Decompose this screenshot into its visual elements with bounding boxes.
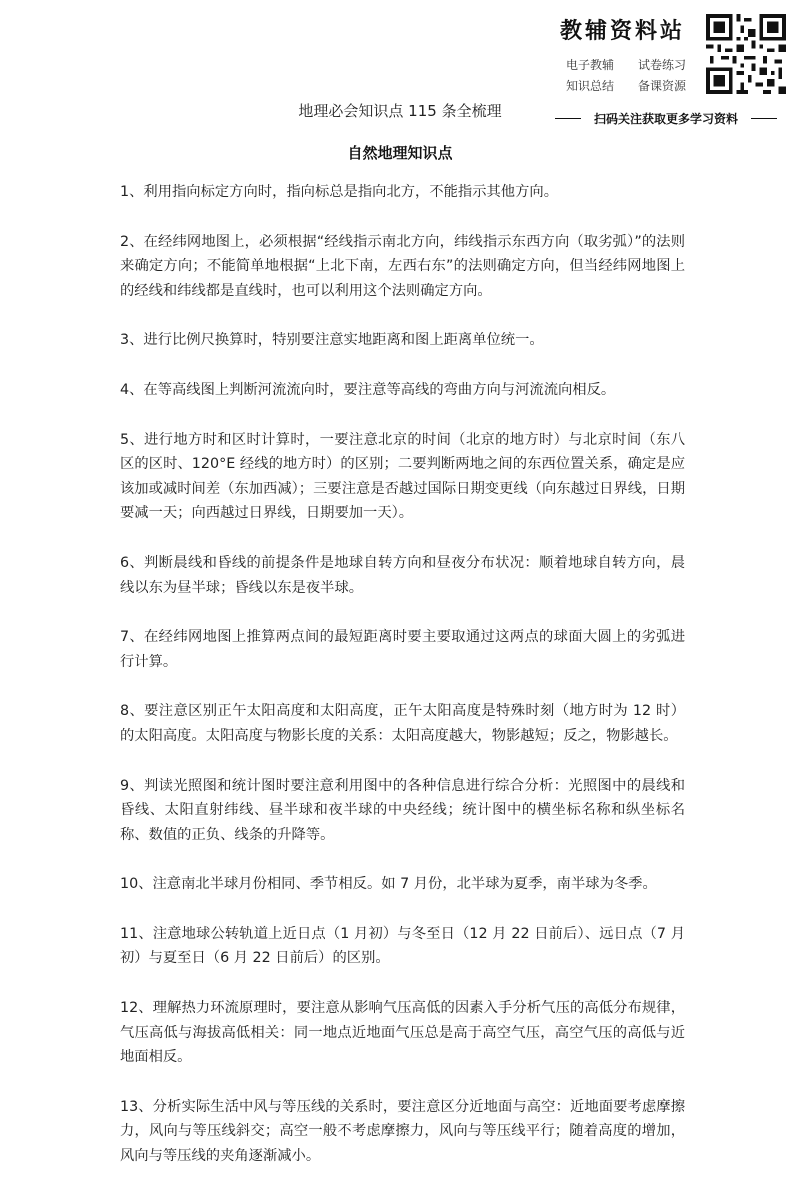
slogan-text: 扫码关注获取更多学习资料 <box>593 112 738 126</box>
tag-lesson-resources: 备课资源 <box>638 79 687 93</box>
tag-knowledge-summary: 知识总结 <box>566 79 615 93</box>
section-title: 自然地理知识点 <box>347 144 453 162</box>
knowledge-point: 8、要注意区别正午太阳高度和太阳高度，正午太阳高度是特殊时刻（地方时为 12 时）的太阳高度。太阳高度与物影长度的关系：太阳高度越大，物影越短；反之，物影越长。 <box>120 703 685 744</box>
knowledge-point: 3、进行比例尺换算时，特别要注意实地距离和图上距离单位统一。 <box>120 332 544 349</box>
tag-e-book: 电子教辅 <box>566 58 615 72</box>
knowledge-point: 4、在等高线图上判断河流流向时，要注意等高线的弯曲方向与河流流向相反。 <box>120 381 616 398</box>
knowledge-point: 6、判断晨线和昏线的前提条件是地球自转方向和昼夜分布状况：顺着地球自转方向，晨线以东为昼半球；昏线以东是夜半球。 <box>120 554 685 596</box>
knowledge-point: 1、利用指向标定方向时，指向标总是指向北方，不能指示其他方向。 <box>120 184 558 200</box>
document-title: 地理必会知识点 115 条全梳理 <box>298 102 502 120</box>
knowledge-point: 10、注意南北半球月份相同、季节相反。如 7 月份，北半球为夏季，南半球为冬季。 <box>120 876 657 893</box>
knowledge-point: 7、在经纬网地图上推算两点间的最短距离时要主要取通过这两点的球面大圆上的劣弧进行计算。 <box>120 629 685 670</box>
knowledge-point: 12、理解热力环流原理时，要注意从影响气压高低的因素入手分析气压的高低分布规律，气压高低与海拔高低相关：同一地点近地面气压总是高于高空气压，高空气压的高低与近地面相反。 <box>120 1000 685 1066</box>
brand-tags <box>566 58 698 94</box>
knowledge-list <box>120 180 685 1194</box>
qr-code-icon[interactable] <box>706 14 786 94</box>
knowledge-point: 11、注意地球公转轨道上近日点（1 月初）与冬至日（12 月 22 日前后）、远日点（7 月初）与夏至日（6 月 22 日前后）的区别。 <box>120 925 685 967</box>
brand-name: 教辅资料站 <box>560 19 686 44</box>
knowledge-point: 13、分析实际生活中风与等压线的关系时，要注意区分近地面与高空：近地面要考虑摩擦力，风向与等压线斜交；高空一般不考虑摩擦力，风向与等压线平行；随着高度的增加，风向与等压线的夹角逐渐减小。 <box>120 1098 685 1165</box>
knowledge-point: 9、判读光照图和统计图时要注意利用图中的各种信息进行综合分析：光照图中的晨线和昏线、太阳直射纬线、昼半球和夜半球的中央经线；统计图中的横坐标名称和纵坐标名称、数值的正负、线条的升降等。 <box>120 777 685 843</box>
knowledge-point: 5、进行地方时和区时计算时，一要注意北京的时间（北京的地方时）与北京时间（东八区的区时、120°E 经线的地方时）的区别；二要判断两地之间的东西位置关系，确定是应该加或减时间差（东加西减）；三要注意是否越过国际日期变更线（向东越过日界线，日期要减一天；向西越过日界线，日期要加一天）。 <box>120 431 685 522</box>
tag-exam-practice: 试卷练习 <box>638 58 687 72</box>
knowledge-point: 2、在经纬网地图上，必须根据“经线指示南北方向，纬线指示东西方向（取劣弧）”的法则来确定方向；不能简单地根据“上北下南，左西右东”的法则确定方向，但当经纬网地图上的经线和纬线都是直线时，也可以利用这个法则确定方向。 <box>120 233 685 299</box>
